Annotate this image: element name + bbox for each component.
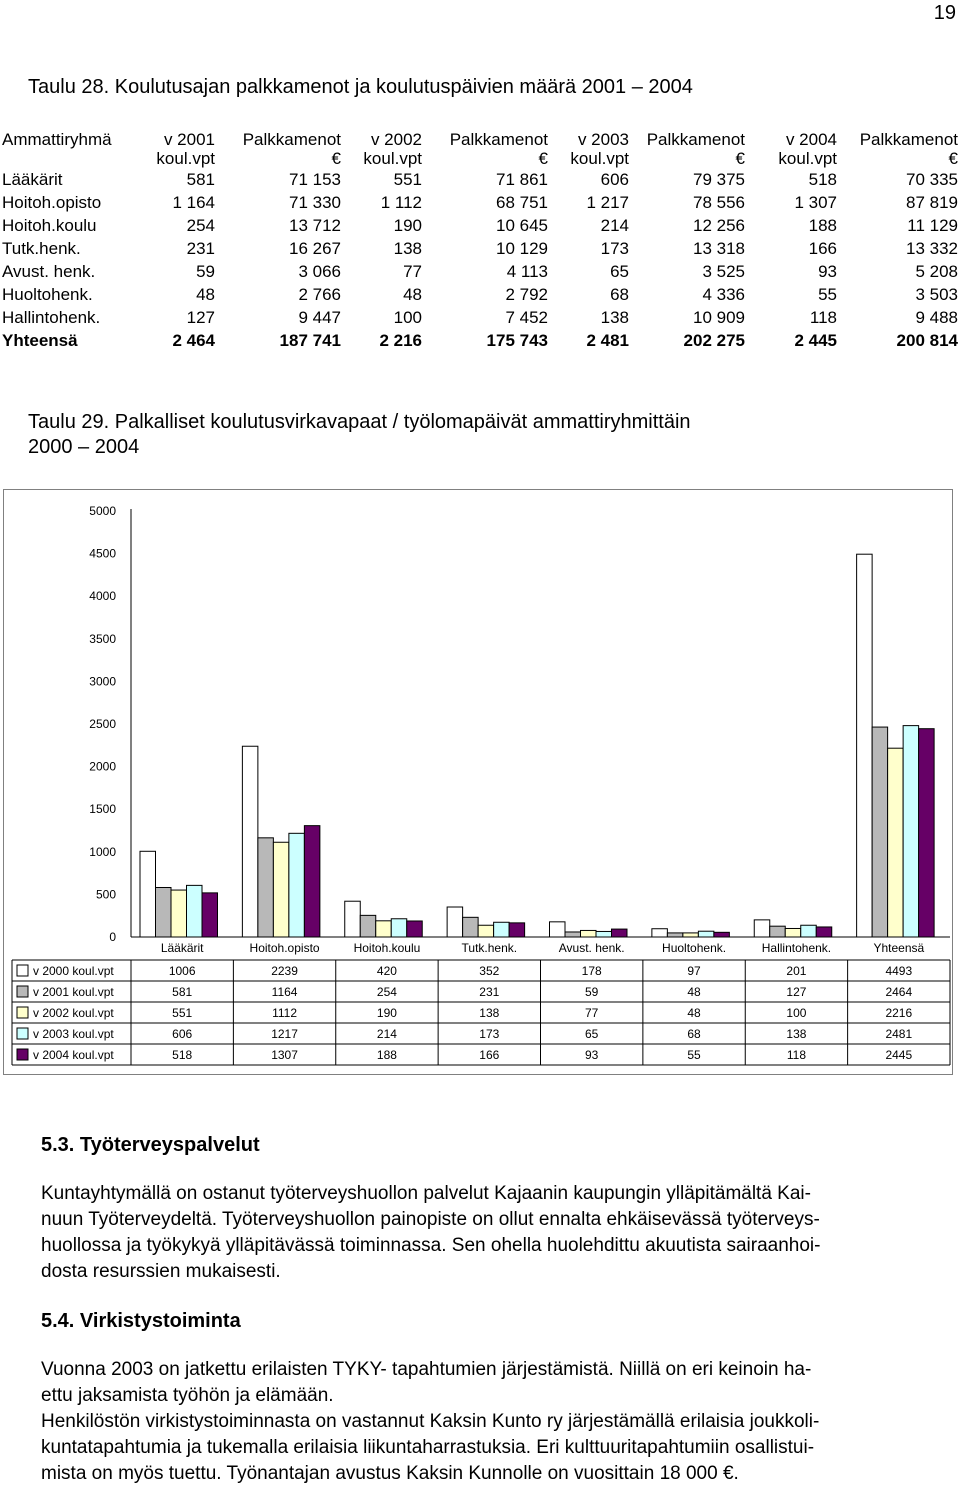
section-5-3-heading: 5.3. Työterveyspalvelut bbox=[41, 1134, 260, 1156]
table-cell: 175 743 bbox=[486, 331, 548, 350]
section-5-4-body bbox=[41, 1357, 946, 1487]
table-cell: Palkkamenot bbox=[646, 130, 745, 149]
data-table-value: 97 bbox=[687, 964, 701, 978]
table-cell: 48 bbox=[196, 285, 215, 304]
legend-swatch bbox=[17, 1007, 28, 1018]
paragraph-line: huollossa ja työkykyä ylläpitävässä toiminnassa. Sen ohella huolehdittu akuutista sairaanhoi- bbox=[41, 1235, 821, 1256]
data-table-value: 551 bbox=[172, 1006, 193, 1020]
table-cell: 4 336 bbox=[702, 285, 745, 304]
data-table-value: 48 bbox=[687, 1006, 701, 1020]
table-cell: 68 751 bbox=[496, 193, 548, 212]
bar-chart bbox=[4, 490, 952, 1074]
y-tick-label: 1500 bbox=[89, 802, 116, 817]
data-table-value: 1164 bbox=[271, 985, 298, 999]
legend-series-name: v 2003 koul.vpt bbox=[33, 1027, 114, 1041]
table-row bbox=[2, 214, 958, 237]
table-cell: 606 bbox=[600, 170, 629, 189]
row-label-cell: Ammattiryhmä bbox=[2, 130, 112, 149]
bar-5-6 bbox=[714, 932, 730, 937]
row-label-cell: Hoitoh.opisto bbox=[2, 193, 102, 212]
bar-5-4 bbox=[509, 923, 525, 937]
bar-5-3 bbox=[407, 921, 423, 937]
legend-series-name: v 2001 koul.vpt bbox=[33, 985, 114, 999]
table-cell: v 2003 bbox=[577, 130, 629, 149]
y-tick-label: 3500 bbox=[89, 631, 116, 646]
table-cell: 10 645 bbox=[496, 216, 548, 235]
table-cell: Palkkamenot bbox=[859, 130, 958, 149]
table-cell: 71 153 bbox=[289, 170, 341, 189]
table-cell: koul.vpt bbox=[570, 149, 629, 168]
table-cell: 1 307 bbox=[794, 193, 837, 212]
bar-3-4 bbox=[478, 925, 494, 937]
table-cell: 13 318 bbox=[693, 239, 745, 258]
table-cell: 2 766 bbox=[298, 285, 341, 304]
data-table-value: 138 bbox=[479, 1006, 500, 1020]
data-table-value: 178 bbox=[581, 964, 602, 978]
table-row bbox=[2, 260, 958, 283]
bar-2-5 bbox=[565, 932, 581, 937]
table-cell: 581 bbox=[186, 170, 215, 189]
bar-2-2 bbox=[258, 838, 274, 937]
data-table-value: 201 bbox=[786, 964, 807, 978]
bar-2-6 bbox=[667, 933, 683, 937]
table-cell: Palkkamenot bbox=[449, 130, 548, 149]
bar-5-8 bbox=[919, 729, 935, 937]
paragraph-line: nuun Työterveydeltä. Työterveyshuollon painopiste on ollut ennalta ehkäisevässä työterveys- bbox=[41, 1209, 820, 1230]
table-cell: 551 bbox=[393, 170, 422, 189]
data-table-value: 190 bbox=[376, 1006, 397, 1020]
bar-1-6 bbox=[652, 929, 668, 937]
table-cell: 254 bbox=[186, 216, 215, 235]
data-table-value: 68 bbox=[687, 1027, 701, 1041]
table-row bbox=[2, 191, 958, 214]
paragraph-line: Henkilöstön virkistystoiminnasta on vastannut Kaksin Kunto ry järjestämällä erilaisia joukkoli- bbox=[41, 1411, 820, 1432]
y-tick-label: 1000 bbox=[89, 844, 116, 859]
table-cell: 166 bbox=[808, 239, 837, 258]
paragraph-line: mista on myös tuettu. Työnantajan avustus Kaksin Kunnolle on vuosittain 18 000 €. bbox=[41, 1463, 739, 1484]
table-cell: 78 556 bbox=[693, 193, 745, 212]
table-cell: 10 129 bbox=[496, 239, 548, 258]
table-cell: koul.vpt bbox=[156, 149, 215, 168]
bar-5-7 bbox=[816, 927, 832, 937]
x-category-label: Hoitoh.koulu bbox=[353, 941, 421, 955]
table-cell: 231 bbox=[186, 239, 215, 258]
y-tick-label: 2500 bbox=[89, 717, 116, 731]
table-cell: v 2002 bbox=[370, 130, 422, 149]
row-label-cell: Avust. henk. bbox=[2, 262, 96, 281]
legend-series-name: v 2000 koul.vpt bbox=[33, 964, 114, 978]
bar-3-8 bbox=[888, 748, 904, 937]
data-table-value: 2239 bbox=[271, 964, 298, 978]
x-category-label: Hallintohenk. bbox=[761, 941, 832, 955]
bar-3-1 bbox=[171, 890, 187, 937]
data-table-value: 1307 bbox=[271, 1048, 298, 1062]
table-cell: v 2001 bbox=[163, 130, 215, 149]
section-5-3-body bbox=[41, 1181, 946, 1285]
row-label-cell bbox=[2, 149, 137, 168]
table-cell: 65 bbox=[610, 262, 629, 281]
bar-2-3 bbox=[360, 915, 376, 937]
table-cell: 2 792 bbox=[505, 285, 548, 304]
row-label-cell: Hallintohenk. bbox=[2, 308, 101, 327]
y-tick-label: 0 bbox=[109, 930, 116, 944]
y-tick-label: 4000 bbox=[89, 589, 116, 604]
legend-swatch bbox=[17, 1049, 28, 1060]
bar-4-1 bbox=[187, 885, 203, 937]
table-cell: 188 bbox=[808, 216, 837, 235]
table-cell: 173 bbox=[600, 239, 629, 258]
table-cell: v 2004 bbox=[785, 130, 837, 149]
table-cell: 13 332 bbox=[906, 239, 958, 258]
data-table-value: 606 bbox=[172, 1027, 193, 1041]
x-category-label: Huoltohenk. bbox=[662, 941, 727, 955]
table-cell: 1 112 bbox=[380, 193, 422, 212]
table-cell: € bbox=[735, 149, 745, 168]
table-cell: 138 bbox=[393, 239, 422, 258]
legend-swatch bbox=[17, 986, 28, 997]
bar-1-2 bbox=[242, 746, 258, 937]
table-total-row bbox=[2, 329, 958, 352]
data-table-value: 188 bbox=[376, 1048, 397, 1062]
data-table-value: 166 bbox=[479, 1048, 500, 1062]
table-cell: 1 164 bbox=[172, 193, 215, 212]
table-cell: 200 814 bbox=[896, 331, 958, 350]
table-cell: 2 481 bbox=[586, 331, 629, 350]
bar-1-4 bbox=[447, 907, 463, 937]
table-row bbox=[2, 168, 958, 191]
data-table-value: 1006 bbox=[168, 964, 196, 978]
data-table-value: 2481 bbox=[885, 1027, 913, 1041]
table-cell: 518 bbox=[808, 170, 837, 189]
bar-1-8 bbox=[857, 554, 873, 937]
data-table-value: 1112 bbox=[272, 1006, 298, 1020]
table-cell: 190 bbox=[393, 216, 422, 235]
bar-3-7 bbox=[785, 928, 801, 937]
row-label-cell: Tutk.henk. bbox=[2, 239, 81, 258]
table-cell: 70 335 bbox=[906, 170, 958, 189]
data-table-value: 93 bbox=[585, 1048, 599, 1062]
table-header-row bbox=[2, 130, 958, 149]
table-cell: 93 bbox=[818, 262, 837, 281]
data-table-value: 4493 bbox=[885, 964, 913, 978]
data-table-value: 214 bbox=[376, 1027, 397, 1041]
data-table-value: 2464 bbox=[885, 985, 913, 999]
table-cell: 71 330 bbox=[289, 193, 341, 212]
table-cell: 59 bbox=[196, 262, 215, 281]
table-cell: 3 066 bbox=[298, 262, 341, 281]
table-cell: 202 275 bbox=[683, 331, 745, 350]
bar-4-6 bbox=[698, 931, 714, 937]
data-table-value: 138 bbox=[786, 1027, 807, 1041]
paragraph-line: dosta resurssien mukaisesti. bbox=[41, 1261, 281, 1282]
data-table-value: 2445 bbox=[885, 1048, 913, 1062]
page-number: 19 bbox=[933, 2, 956, 24]
bar-2-7 bbox=[770, 926, 786, 937]
table-28-caption: Taulu 28. Koulutusajan palkkamenot ja koulutuspäivien määrä 2001 – 2004 bbox=[28, 76, 693, 98]
data-table-value: 65 bbox=[585, 1027, 599, 1041]
bar-1-5 bbox=[550, 922, 566, 937]
data-table-value: 581 bbox=[172, 985, 193, 999]
bar-4-3 bbox=[391, 919, 407, 937]
y-tick-label: 5000 bbox=[89, 504, 116, 518]
legend-swatch bbox=[17, 965, 28, 976]
data-table-value: 518 bbox=[172, 1048, 193, 1062]
bar-4-8 bbox=[903, 726, 919, 937]
y-tick-label: 500 bbox=[95, 887, 116, 902]
table-cell: 9 447 bbox=[298, 308, 341, 327]
bar-4-7 bbox=[801, 925, 817, 937]
table-cell: 214 bbox=[600, 216, 629, 235]
paragraph-line: kuntatapahtumia ja tukemalla erilaisia liikuntaharrastuksia. Eri kulttuuritapahtumiin osallistui- bbox=[41, 1437, 815, 1458]
data-table-value: 127 bbox=[786, 985, 807, 999]
data-table-value: 231 bbox=[479, 985, 500, 999]
bar-3-6 bbox=[683, 933, 699, 937]
table-cell: 10 909 bbox=[693, 308, 745, 327]
paragraph-line: ettu jaksamista työhön ja elämään. bbox=[41, 1385, 334, 1406]
table-cell: 7 452 bbox=[505, 308, 548, 327]
table-cell: koul.vpt bbox=[778, 149, 837, 168]
data-table-value: 254 bbox=[376, 985, 397, 999]
bar-1-7 bbox=[754, 920, 770, 937]
y-tick-label: 4500 bbox=[89, 546, 116, 561]
table-cell: 79 375 bbox=[693, 170, 745, 189]
table-cell: 5 208 bbox=[915, 262, 958, 281]
x-category-label: Tutk.henk. bbox=[461, 941, 518, 955]
table-cell: 118 bbox=[809, 308, 837, 327]
bar-2-8 bbox=[872, 727, 888, 937]
table-cell: 100 bbox=[393, 308, 422, 327]
table-cell: 71 861 bbox=[496, 170, 548, 189]
row-label-cell: Huoltohenk. bbox=[2, 285, 93, 304]
data-table-value: 59 bbox=[585, 985, 599, 999]
table-cell: 68 bbox=[610, 285, 629, 304]
table-cell: 2 216 bbox=[379, 331, 422, 350]
x-category-label: Lääkärit bbox=[160, 941, 204, 955]
table-cell: 138 bbox=[600, 308, 629, 327]
x-category-label: Yhteensä bbox=[873, 941, 925, 955]
data-table-value: 2216 bbox=[885, 1006, 913, 1020]
table-row bbox=[2, 306, 958, 329]
bar-4-5 bbox=[596, 931, 612, 937]
table-cell: 3 503 bbox=[915, 285, 958, 304]
data-table-value: 1217 bbox=[271, 1027, 298, 1041]
data-table-value: 55 bbox=[687, 1048, 701, 1062]
table-cell: 9 488 bbox=[915, 308, 958, 327]
data-table-value: 420 bbox=[376, 964, 397, 978]
bar-5-5 bbox=[612, 929, 628, 937]
data-table-value: 173 bbox=[479, 1027, 500, 1041]
table-cell: 127 bbox=[186, 308, 215, 327]
table-cell: € bbox=[948, 149, 958, 168]
bar-5-2 bbox=[304, 826, 320, 937]
bar-4-4 bbox=[494, 922, 510, 937]
table-cell: 12 256 bbox=[693, 216, 745, 235]
table-cell: 187 741 bbox=[279, 331, 341, 350]
table-29-caption-line-2: 2000 – 2004 bbox=[28, 436, 140, 458]
bar-3-2 bbox=[273, 842, 289, 937]
table-cell: 2 445 bbox=[794, 331, 837, 350]
bar-1-3 bbox=[345, 901, 361, 937]
data-table-value: 118 bbox=[786, 1048, 807, 1062]
chart-frame bbox=[3, 489, 953, 1075]
table-cell: 55 bbox=[818, 285, 837, 304]
table-28 bbox=[2, 130, 958, 352]
data-table-value: 352 bbox=[479, 964, 500, 978]
table-cell: 13 712 bbox=[289, 216, 341, 235]
data-table-value: 48 bbox=[687, 985, 701, 999]
row-label-cell: Hoitoh.koulu bbox=[2, 216, 97, 235]
table-29-caption bbox=[28, 410, 928, 460]
row-label-cell: Lääkärit bbox=[2, 170, 63, 189]
legend-series-name: v 2002 koul.vpt bbox=[33, 1006, 114, 1020]
bar-5-1 bbox=[202, 893, 218, 937]
paragraph-line: Vuonna 2003 on jatkettu erilaisten TYKY- tapahtumien järjestämistä. Niillä on eri keinoin ha- bbox=[41, 1359, 812, 1380]
table-cell: 2 464 bbox=[172, 331, 215, 350]
bar-2-4 bbox=[463, 917, 479, 937]
table-cell: 77 bbox=[403, 262, 422, 281]
table-cell: Palkkamenot bbox=[242, 130, 341, 149]
data-table-value: 77 bbox=[585, 1006, 599, 1020]
bar-1-1 bbox=[140, 851, 156, 937]
table-cell: 3 525 bbox=[702, 262, 745, 281]
table-29-caption-line-1: Taulu 29. Palkalliset koulutusvirkavapaat / työlomapäivät ammattiryhmittäin bbox=[28, 411, 691, 433]
table-cell: 87 819 bbox=[906, 193, 958, 212]
data-table-value: 100 bbox=[786, 1006, 807, 1020]
table-row bbox=[2, 283, 958, 306]
x-category-label: Hoitoh.opisto bbox=[249, 941, 320, 955]
section-5-4-heading: 5.4. Virkistystoiminta bbox=[41, 1310, 241, 1332]
table-cell: € bbox=[331, 149, 341, 168]
table-cell: 16 267 bbox=[289, 239, 341, 258]
y-tick-label: 3000 bbox=[89, 674, 116, 689]
row-label-cell: Yhteensä bbox=[2, 331, 78, 350]
table-cell: 4 113 bbox=[506, 262, 548, 281]
legend-series-name: v 2004 koul.vpt bbox=[33, 1048, 114, 1062]
table-cell: 1 217 bbox=[586, 193, 629, 212]
paragraph-line: Kuntayhtymällä on ostanut työterveyshuollon palvelut Kajaanin kaupungin ylläpitämältä Kai- bbox=[41, 1183, 811, 1204]
bar-3-3 bbox=[376, 921, 392, 937]
table-header-unit-row bbox=[2, 149, 958, 168]
table-cell: 11 129 bbox=[907, 216, 958, 235]
bar-3-5 bbox=[581, 930, 597, 937]
table-cell: koul.vpt bbox=[363, 149, 422, 168]
x-category-label: Avust. henk. bbox=[558, 941, 625, 955]
bar-4-2 bbox=[289, 833, 305, 937]
legend-swatch bbox=[17, 1028, 28, 1039]
table-row bbox=[2, 237, 958, 260]
bar-2-1 bbox=[156, 887, 172, 937]
table-cell: € bbox=[538, 149, 548, 168]
y-tick-label: 2000 bbox=[89, 759, 116, 774]
table-cell: 48 bbox=[403, 285, 422, 304]
